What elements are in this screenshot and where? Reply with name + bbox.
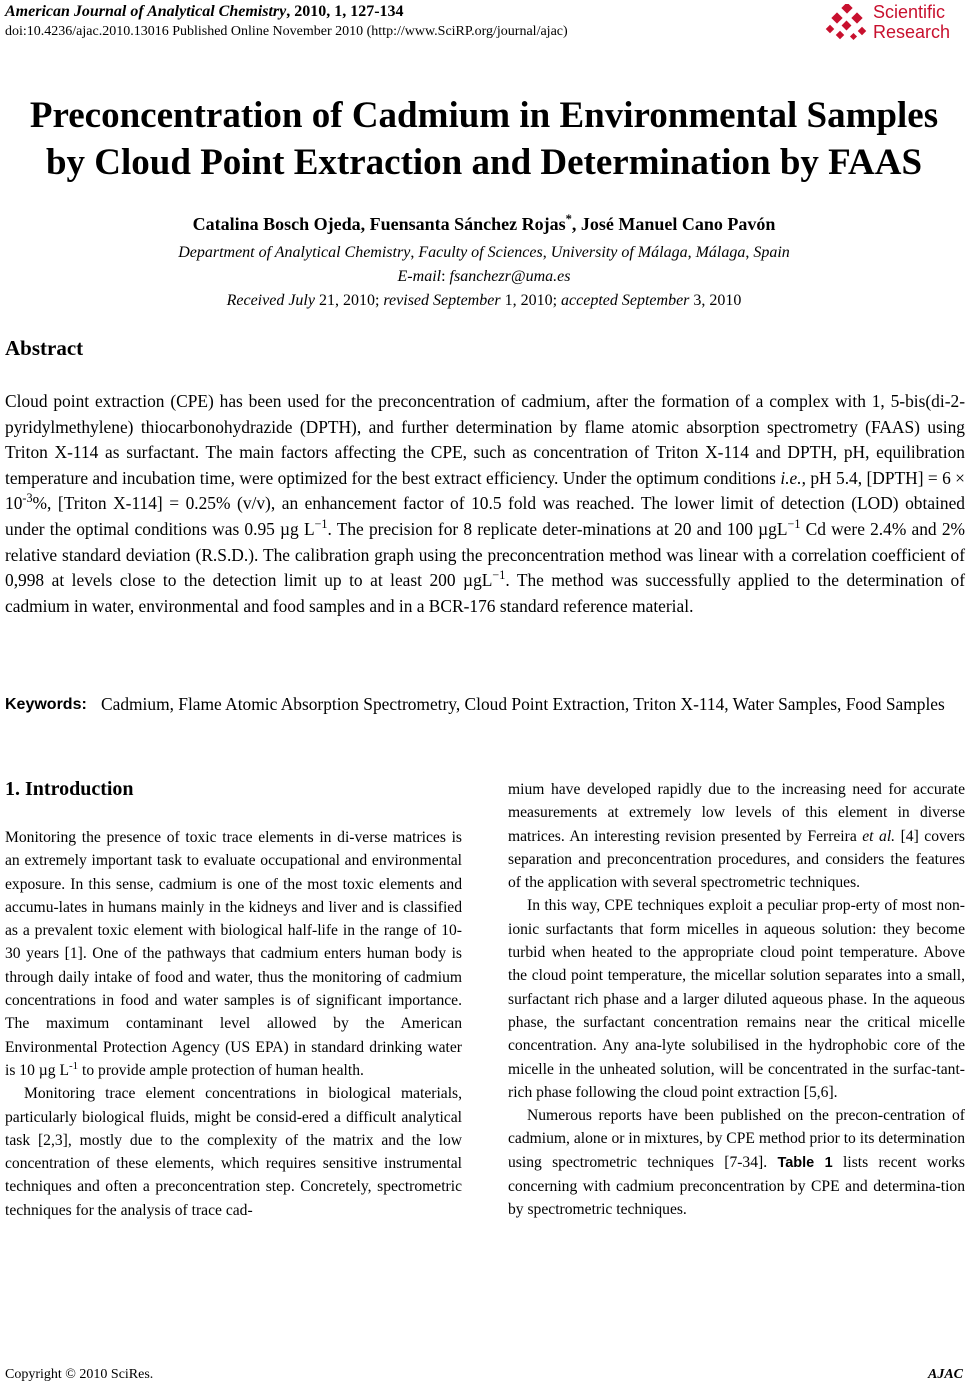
abstract-body bbox=[5, 389, 965, 619]
received-date: 21, 2010; bbox=[314, 292, 384, 309]
abstract-text-5: Cd were 2.4% and 2% relative standard deviation (R.S.D.). The calibration graph using the preconcentration method was linear with a correlation coefficient of 0,998 at levels close to the detection limit up to at least 200 µgL bbox=[5, 518, 965, 591]
accepted-label: accepted September bbox=[561, 292, 690, 309]
abstract-text-6: . The method was successfully applied to the determination of cadmium in water, environmental and food samples and in a BCR-176 standard reference material. bbox=[5, 570, 966, 616]
intro-p3-text: mium have developed rapidly due to the increasing need for accurate measurements at extremely low levels of this element in diverse matrices. An interesting revision presented by Ferreira bbox=[508, 781, 965, 845]
author-list bbox=[0, 214, 968, 235]
abstract-heading: Abstract bbox=[5, 336, 84, 360]
abstract-text-4: . The precision for 8 replicate deter-minations at 20 and 100 µgL bbox=[327, 518, 788, 539]
abstract-exp-3: −1 bbox=[787, 517, 801, 532]
footer-copyright: Copyright © 2010 SciRes. bbox=[5, 1367, 154, 1382]
running-header bbox=[5, 2, 785, 41]
title-line-2: by Cloud Point Extraction and Determination by FAAS bbox=[45, 142, 923, 183]
intro-paragraph-4: In this way, CPE techniques exploit a peculiar prop-erty of most non-ionic surfactants that form micelles in aqueous solution: they become turbid when heated to the appropriate cloud point temperature. Above the cloud point temperature, the micellar solution separates into a small, surfactant rich phase and a larger diluted aqueous phase. In the aqueous phase, the surfactant concentration remains near the critical micelle concentration. Any ana-lyte solubilised in the hydrophobic core of the micelle in the unheated solution, will be concentrated in the surfac-tant-rich phase following the cloud point extraction [5,6]. bbox=[508, 897, 965, 1101]
abstract-exp-4: −1 bbox=[492, 568, 506, 583]
left-column bbox=[5, 826, 462, 1222]
authors-part-2: , José Manuel Cano Pavón bbox=[571, 214, 776, 234]
journal-name: American Journal of Analytical Chemistry bbox=[5, 3, 287, 20]
intro-paragraph-1 bbox=[5, 826, 462, 1082]
email-link[interactable]: fsanchezr@uma.es bbox=[449, 268, 571, 285]
abstract-ie: i.e. bbox=[780, 467, 802, 488]
affil-faculty: Faculty of Sciences bbox=[418, 244, 543, 261]
dates-line bbox=[0, 289, 968, 313]
paper-title bbox=[0, 92, 968, 186]
footer-journal-abbr: AJAC bbox=[927, 1367, 963, 1382]
abstract-text-1: Cloud point extraction (CPE) has been used for the preconcentration of cadmium, after the formation of a complex with 1, 5-bis(di-2-pyridylmethylene) thiocarbonohydrazide (DPTH), and further determination by flame atomic absorption spectrometry (FAAS) using Triton X-114 as surfactant. The main factors affecting the CPE, such as concentration of Triton X-114 and DPTH, pH, equilibration temperature and incubation time, were optimized for the best extract efficiency. Under the optimum conditions bbox=[5, 391, 965, 488]
intro-p3-etal: et al. bbox=[862, 827, 896, 845]
email-label: E-mail bbox=[397, 268, 442, 285]
affiliation-line: Department of Analytical Chemistry, Faculty of Sciences, University of Málaga, Málaga, Spain bbox=[178, 244, 790, 261]
intro-p1-text: Monitoring the presence of toxic trace elements in di-verse matrices is an extremely important task to evaluate occupational and environmental exposure. In this sense, cadmium is one of the most toxic elements and accumu-lates in humans mainly in the kidneys and liver and is classified as a prevalent toxic element with biological half-life in the range of 10-30 years [1]. One of the pathways that cadmium enters human body is through daily intake of food and water, thus the monitoring of cadmium concentrations in food and water samples is of significant importance. The maximum contaminant level allowed by the American Environmental Protection Agency (US EPA) in standard drinking water is 10 µg L bbox=[5, 829, 462, 1079]
logo-word-scientific: Scientific bbox=[873, 2, 946, 22]
affil-country: Spain bbox=[753, 244, 790, 261]
publisher-logo bbox=[825, 2, 960, 46]
accepted-date: 3, 2010 bbox=[689, 292, 742, 309]
affil-university: University of Málaga bbox=[550, 244, 688, 261]
intro-paragraph-5 bbox=[508, 1104, 965, 1221]
intro-p1-exp: -1 bbox=[69, 1059, 79, 1072]
email-line: E-mail: fsanchezr@uma.es bbox=[397, 268, 571, 285]
affil-city: Málaga bbox=[695, 244, 746, 261]
journal-volume: , 2010, 1, 127-134 bbox=[286, 3, 404, 20]
revised-date: 1, 2010; bbox=[500, 292, 562, 309]
keywords-label: Keywords: bbox=[5, 696, 87, 713]
revised-label: revised September bbox=[383, 292, 501, 309]
corresponding-mark: * bbox=[565, 212, 572, 226]
intro-p5-text: Numerous reports have been published on the precon-centration of cadmium, alone or in mixtures, by CPE method prior to its determination using spectrometric techniques [7-34]. bbox=[508, 1107, 965, 1171]
abstract-exp-2: −1 bbox=[314, 517, 328, 532]
abstract-exp-1: -3 bbox=[22, 491, 33, 506]
authors-part-1: Catalina Bosch Ojeda, Fuensanta Sánchez Rojas bbox=[192, 214, 566, 234]
journal-citation bbox=[5, 2, 785, 22]
intro-paragraph-3 bbox=[508, 778, 965, 894]
keywords-value: Cadmium, Flame Atomic Absorption Spectrometry, Cloud Point Extraction, Triton X-114, Water Samples, Food Samples bbox=[101, 694, 945, 714]
intro-paragraph-2: Monitoring trace element concentrations in biological materials, particularly biological fluids, might be consid-ered a difficult analytical task [2,3], mostly due to the complexity of the matrix and the low concentration of these elements, which requires sensitive instrumental techniques and often a preconcentration step. Concretely, spectrometric techniques for the analysis of trace cad- bbox=[5, 1085, 462, 1219]
abstract-text-3: %, [Triton X-114] = 0.25% (v/v), an enhancement factor of 10.5 fold was reached. The lower limit of detection (LOD) obtained under the optimal conditions was 0.95 µg L bbox=[5, 493, 965, 539]
section-heading-introduction: 1. Introduction bbox=[5, 778, 134, 800]
intro-p1-end: to provide ample protection of human health. bbox=[78, 1061, 364, 1079]
abstract-text-2: , pH 5.4, [DPTH] = 6 × 10 bbox=[5, 467, 965, 514]
right-column bbox=[508, 778, 965, 1222]
table-1-link[interactable]: Table 1 bbox=[777, 1154, 833, 1171]
intro-p3-end: [4] covers separation and preconcentration procedures, and considers the features of the application with several spectrometric techniques. bbox=[508, 827, 965, 892]
scientific-research-logo-icon bbox=[825, 4, 869, 44]
received-label: Received July bbox=[226, 292, 315, 309]
intro-p5-end: lists recent works concerning with cadmium preconcentration by CPE and determina-tion by spectrometric techniques. bbox=[508, 1153, 965, 1219]
affiliation-block bbox=[0, 241, 968, 313]
keywords-block bbox=[5, 692, 965, 718]
title-line-1: Preconcentration of Cadmium in Environmental Samples bbox=[29, 95, 939, 136]
logo-word-research: Research bbox=[873, 22, 951, 42]
doi-line: doi:10.4236/ajac.2010.13016 Published Online November 2010 (http://www.SciRP.org/journal/ajac) bbox=[5, 24, 568, 39]
affil-dept: Department of Analytical Chemistry bbox=[178, 244, 411, 261]
